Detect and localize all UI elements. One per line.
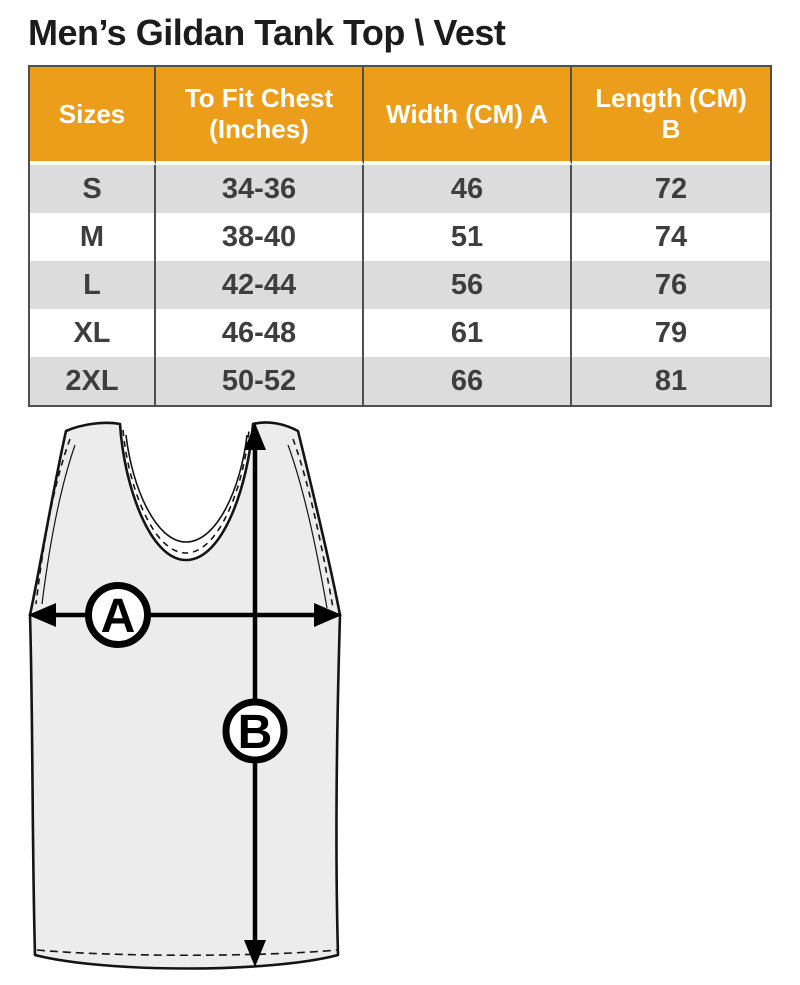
header-cell-chest [156, 67, 364, 165]
table-row-xl [30, 309, 770, 357]
size-table-body [30, 165, 770, 405]
table-row-l [30, 261, 770, 309]
size-cell: S [30, 165, 156, 213]
width-cell: 66 [364, 357, 572, 405]
table-row-m [30, 213, 770, 261]
tank-top-outline [30, 422, 340, 968]
header-row [30, 67, 770, 165]
length-cell: 76 [572, 261, 770, 309]
header-label: (Inches) [209, 114, 309, 144]
page-title: Men’s Gildan Tank Top \ Vest [28, 12, 506, 53]
header-cell-sizes [30, 67, 156, 165]
header-label: To Fit Chest [184, 83, 334, 113]
chest-cell: 50-52 [156, 357, 364, 405]
size-table [28, 65, 772, 407]
size-table-header [30, 67, 770, 165]
table-row-s [30, 165, 770, 213]
size-cell: L [30, 261, 156, 309]
size-cell: XL [30, 309, 156, 357]
length-cell: 79 [572, 309, 770, 357]
table-row-2xl [30, 357, 770, 405]
width-cell: 46 [364, 165, 572, 213]
length-cell: 81 [572, 357, 770, 405]
tank-top-diagram-svg [20, 418, 350, 980]
size-cell: M [30, 213, 156, 261]
header-cell-length [572, 67, 770, 165]
header-label: Width (CM) A [386, 98, 548, 129]
chest-cell: 46-48 [156, 309, 364, 357]
size-cell: 2XL [30, 357, 156, 405]
length-cell: 72 [572, 165, 770, 213]
header-cell-width [364, 67, 572, 165]
width-marker-label: A [100, 590, 136, 643]
header-label: Sizes [58, 98, 126, 129]
length-cell: 74 [572, 213, 770, 261]
measurement-diagram [20, 418, 350, 980]
length-marker-label: B [237, 706, 273, 759]
width-cell: 56 [364, 261, 572, 309]
header-label: Length (CM) [595, 83, 747, 113]
width-cell: 51 [364, 213, 572, 261]
chest-cell: 34-36 [156, 165, 364, 213]
chest-cell: 38-40 [156, 213, 364, 261]
width-cell: 61 [364, 309, 572, 357]
header-label: B [661, 114, 681, 144]
chest-cell: 42-44 [156, 261, 364, 309]
